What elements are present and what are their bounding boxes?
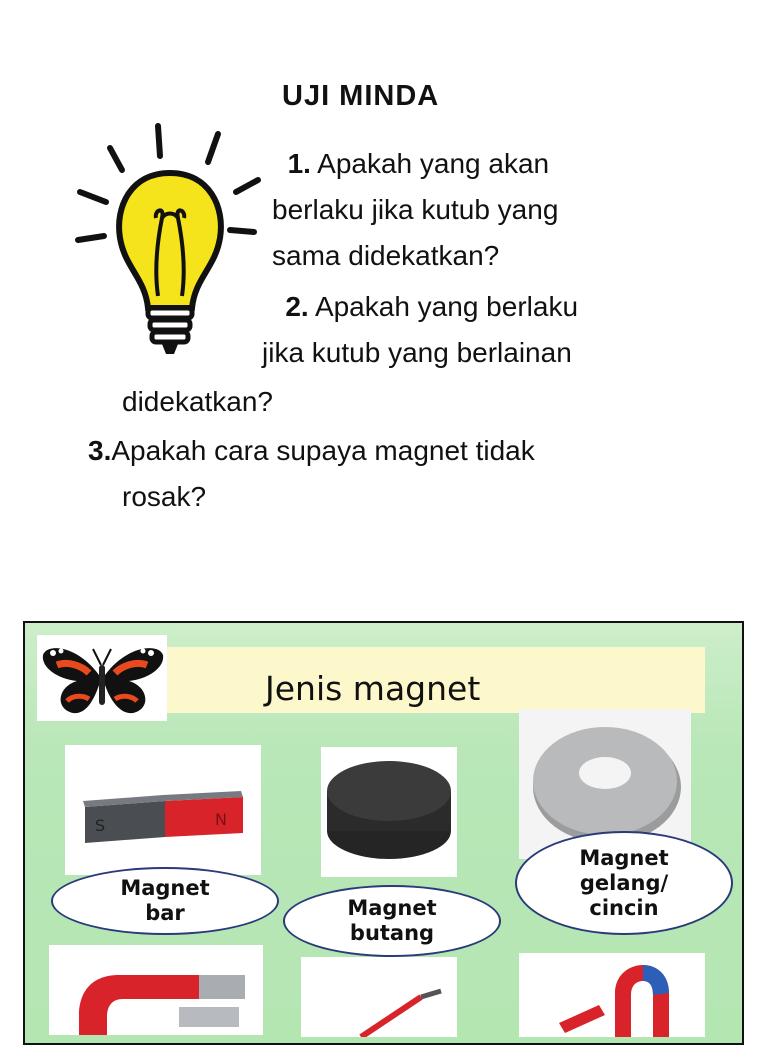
butterfly-icon (37, 635, 167, 721)
svg-text:N: N (215, 810, 227, 829)
label-button-line1: Magnet (347, 896, 437, 920)
question-1 (272, 141, 692, 279)
question-2-number: 2. (285, 291, 309, 322)
butterfly-picture (37, 635, 167, 721)
question-1-line3: sama didekatkan? (272, 240, 500, 271)
question-1-number: 1. (287, 148, 311, 179)
label-button-magnet (283, 885, 501, 957)
question-3-number: 3. (88, 435, 112, 466)
magnet-types-slide (23, 621, 744, 1045)
horseshoe-magnet-photo (49, 945, 263, 1035)
label-ring-line1: Magnet (579, 845, 669, 870)
question-3-line2: rosak? (122, 481, 207, 512)
question-2-line3: didekatkan? (122, 386, 274, 417)
label-bar-line1: Magnet (120, 876, 210, 900)
u-magnet-photo (519, 953, 705, 1037)
question-2 (262, 284, 702, 376)
question-2-line2: jika kutub yang berlainan (262, 337, 572, 368)
question-1-line2: berlaku jika kutub yang (272, 194, 559, 225)
compass-magnet-photo (301, 957, 457, 1037)
worksheet-title: UJI MINDA (282, 80, 440, 112)
question-3 (88, 428, 708, 474)
label-button-line2: butang (349, 921, 435, 945)
svg-text:S: S (95, 816, 106, 835)
label-bar-line2: bar (145, 901, 185, 925)
lightbulb-icon (70, 118, 270, 363)
question-2-line1: Apakah yang berlaku (314, 291, 579, 322)
label-ring-line2: gelang/ (579, 870, 669, 895)
question-3-line1: Apakah cara supaya magnet tidak (111, 435, 535, 466)
label-bar-magnet (51, 867, 279, 935)
label-ring-magnet (515, 831, 733, 935)
label-ring-line3: cincin (589, 895, 659, 920)
question-1-line1: Apakah yang akan (317, 148, 550, 179)
slide-title: Jenis magnet (265, 669, 481, 708)
button-magnet-photo (321, 747, 457, 877)
bar-magnet-photo (65, 745, 261, 875)
